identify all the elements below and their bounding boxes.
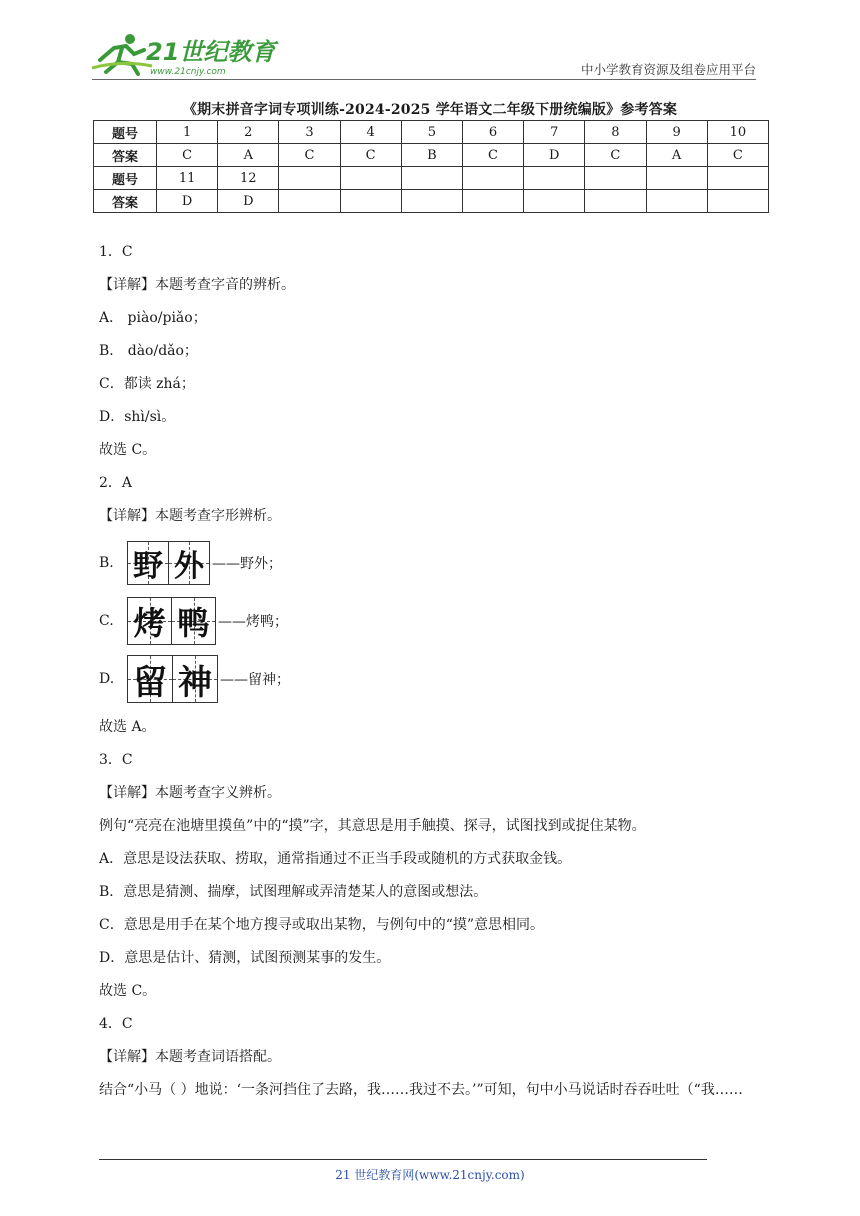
- question-number-cell: 4: [340, 121, 401, 144]
- row-label-question: 题号: [94, 167, 157, 190]
- page-footer: 21 世纪教育网(www.21cnjy.com): [335, 1168, 525, 1182]
- question-number-cell: 10: [707, 121, 768, 144]
- q3-option-c: C．意思是用手在某个地方搜寻或取出某物，与例句中的“摸”意思相同。: [99, 917, 545, 933]
- question-number-cell: [462, 167, 523, 190]
- q2-option-word: ——野外；: [212, 556, 282, 572]
- answer-cell: D: [157, 190, 218, 213]
- document-title: 《期末拼音字词专项训练-2024-2025 学年语文二年级下册统编版》参考答案: [182, 102, 678, 118]
- answer-cell: C: [585, 144, 646, 167]
- q2-option-label: D.: [99, 671, 115, 687]
- q4-detail: 【详解】本题考查词语搭配。: [99, 1049, 281, 1065]
- q2-option-row: [99, 541, 779, 585]
- answer-cell: C: [462, 144, 523, 167]
- header-divider: [92, 79, 756, 80]
- q1-option-c: C．都读 zhá；: [99, 376, 195, 392]
- answer-cell: [279, 190, 340, 213]
- answer-cell: [401, 190, 462, 213]
- site-logo: [92, 30, 276, 78]
- q3-option-d: D．意思是估计、猜测，试图预测某事的发生。: [99, 950, 391, 966]
- q3-example: 例句“亮亮在池塘里摸鱼”中的“摸”字，其意思是用手触摸、探寻，试图找到或捉住某物。: [99, 818, 646, 834]
- grid-character: 神: [178, 662, 212, 703]
- question-number-cell: 1: [157, 121, 218, 144]
- question-number-cell: [279, 167, 340, 190]
- svg-text:21世纪教育: 21世纪教育: [146, 38, 276, 66]
- question-number-cell: [524, 167, 585, 190]
- row-label-answer: 答案: [94, 144, 157, 167]
- grid-cell: [169, 542, 209, 584]
- answer-explanations: [99, 244, 779, 1115]
- question-number-row: [94, 167, 769, 190]
- grid-character: 外: [174, 549, 204, 584]
- q4-text: 结合“小马（ ）地说：‘一条河挡住了去路，我……我过不去。’”可知，句中小马说话时吞吞吐吐（“我……: [99, 1082, 743, 1098]
- question-number-cell: [707, 167, 768, 190]
- q2-option-label: C.: [99, 613, 114, 629]
- question-number-cell: 7: [524, 121, 585, 144]
- q1-option-d: D．shì/sì。: [99, 409, 176, 425]
- q1-conclusion: 故选 C。: [99, 442, 157, 458]
- q3-detail: 【详解】本题考查字义辨析。: [99, 785, 281, 801]
- answer-cell: C: [279, 144, 340, 167]
- q2-heading: 2．A: [99, 475, 133, 491]
- answer-row: [94, 144, 769, 167]
- question-number-cell: 3: [279, 121, 340, 144]
- q4-heading: 4．C: [99, 1016, 133, 1032]
- answer-cell: A: [646, 144, 707, 167]
- q3-option-b: B．意思是猜测、揣摩，试图理解或弄清楚某人的意图或想法。: [99, 884, 488, 900]
- answer-cell: [524, 190, 585, 213]
- answer-cell: [340, 190, 401, 213]
- grid-cell: [172, 598, 215, 644]
- question-number-cell: 12: [218, 167, 279, 190]
- svg-text:www.21cnjy.com: www.21cnjy.com: [150, 67, 226, 77]
- q3-conclusion: 故选 C。: [99, 983, 157, 999]
- question-number-cell: 9: [646, 121, 707, 144]
- answer-cell: [462, 190, 523, 213]
- q3-option-a: A．意思是设法获取、捞取，通常指通过不正当手段或随机的方式获取金钱。: [99, 851, 572, 867]
- answer-cell: [707, 190, 768, 213]
- grid-character: 留: [133, 662, 167, 703]
- question-number-cell: 11: [157, 167, 218, 190]
- grid-character: 野: [133, 549, 163, 584]
- grid-character: 烤: [133, 604, 166, 642]
- answer-cell: D: [218, 190, 279, 213]
- q2-conclusion: 故选 A。: [99, 719, 156, 735]
- answer-table: [93, 120, 769, 213]
- q1-option-a: A． piào/piǎo；: [99, 310, 207, 326]
- q2-option-label: B.: [99, 555, 114, 571]
- answer-cell: B: [401, 144, 462, 167]
- q2-options: [99, 541, 779, 703]
- q2-option-word: ——烤鸭；: [218, 614, 288, 630]
- question-number-cell: [585, 167, 646, 190]
- q1-heading: 1．C: [99, 244, 133, 260]
- answer-cell: D: [524, 144, 585, 167]
- answer-cell: C: [707, 144, 768, 167]
- grid-cell: [128, 656, 173, 702]
- q3-heading: 3．C: [99, 752, 133, 768]
- q2-option-row: [99, 655, 779, 703]
- question-number-row: [94, 121, 769, 144]
- page-header: [0, 0, 860, 86]
- grid-cell: [128, 542, 169, 584]
- platform-name: 中小学教育资源及组卷应用平台: [580, 62, 756, 77]
- question-number-cell: [401, 167, 462, 190]
- question-number-cell: 6: [462, 121, 523, 144]
- row-label-answer: 答案: [94, 190, 157, 213]
- q2-option-word: ——留神；: [220, 672, 290, 688]
- question-number-cell: 5: [401, 121, 462, 144]
- question-number-cell: [646, 167, 707, 190]
- grid-character: 鸭: [177, 604, 210, 642]
- tian-zi-ge-grid: [127, 597, 216, 645]
- answer-cell: C: [157, 144, 218, 167]
- q2-detail: 【详解】本题考查字形辨析。: [99, 508, 281, 524]
- question-number-cell: [340, 167, 401, 190]
- logo-graphic: [92, 30, 276, 78]
- answer-cell: C: [340, 144, 401, 167]
- answer-row: [94, 190, 769, 213]
- footer-divider: [99, 1159, 707, 1160]
- question-number-cell: 2: [218, 121, 279, 144]
- question-number-cell: 8: [585, 121, 646, 144]
- q1-option-b: B． dào/dǎo；: [99, 343, 198, 359]
- q2-option-row: [99, 597, 779, 645]
- tian-zi-ge-grid: [127, 541, 210, 585]
- q1-detail: 【详解】本题考查字音的辨析。: [99, 277, 295, 293]
- answer-cell: [646, 190, 707, 213]
- grid-cell: [173, 656, 217, 702]
- answer-cell: [585, 190, 646, 213]
- answer-cell: A: [218, 144, 279, 167]
- row-label-question: 题号: [94, 121, 157, 144]
- grid-cell: [128, 598, 172, 644]
- tian-zi-ge-grid: [127, 655, 218, 703]
